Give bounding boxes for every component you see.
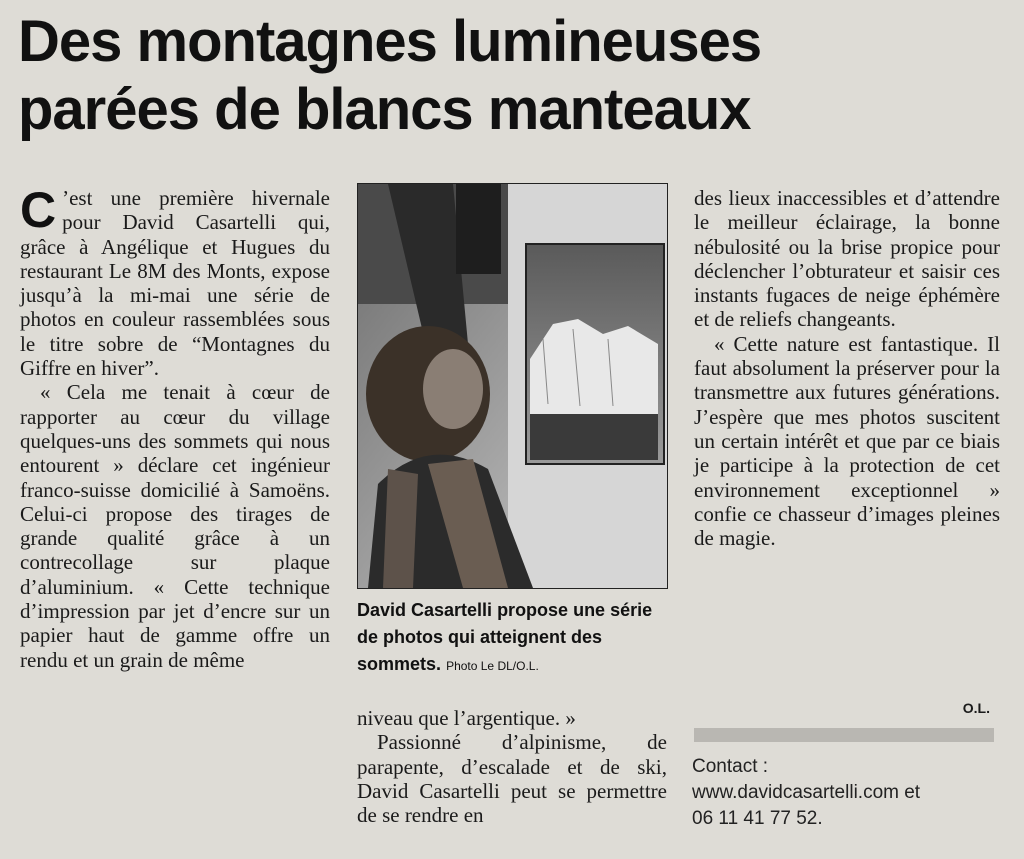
headline-line-2: parées de blancs manteaux xyxy=(18,77,751,142)
paragraph-intro xyxy=(20,182,330,381)
author-signature: O.L. xyxy=(962,700,990,716)
article-headline xyxy=(18,8,1008,144)
photo-illustration xyxy=(358,184,667,588)
article-column-2 xyxy=(357,706,667,827)
photo-caption xyxy=(357,597,667,680)
contact-phone: 06 11 41 77 52. xyxy=(692,808,823,829)
paragraph-nature-quote: « Cette nature est fantastique. Il faut absolument la préserver pour la transmettre aux futures générations. J’espère que mes photos suscitent un certain intérêt et que par ce biais je participe à la protection de cet environnement exceptionnel » confie ce chasseur d’images pleines de magie. xyxy=(694,331,1000,551)
paragraph-hobbies: Passionné d’alpinisme, de parapente, d’escalade et de ski, David Casartelli peut se permettre de se rendre en xyxy=(357,730,667,828)
paragraph-quote: « Cela me tenait à cœur de rapporter au cœur du village quelques-uns des sommets qui nous entourent » déclare cet ingénieur franco-suisse domicilié à Samoëns. Celui-ci propose des tirages de grande qualité grâce à un contrecollage sur plaque d’aluminium. « Cette technique d’impression par jet d’encre sur un papier haut de gamme offre un rendu et un grain de même xyxy=(20,380,330,672)
framed-mountain-print xyxy=(526,244,664,464)
contact-box xyxy=(692,754,1012,832)
contact-label: Contact : xyxy=(692,756,769,777)
article-column-1 xyxy=(20,182,330,672)
contact-website: www.davidcasartelli.com et xyxy=(692,782,921,803)
article-column-3 xyxy=(694,186,1000,550)
separator-bar xyxy=(694,728,994,742)
article-photo xyxy=(357,183,668,589)
paragraph-intro-text: ’est une première hivernale pour David Casartelli qui, grâce à Angélique et Hugues du restaurant Le 8M des Monts, expose jusqu’à la mi-mai une série de photos en couleur rassemblées sous le titre sobre de “Montagnes du Giffre en hiver”. xyxy=(20,186,330,381)
headline-line-1: Des montagnes lumineuses xyxy=(18,9,762,74)
paragraph-places: des lieux inaccessibles et d’attendre le meilleur éclairage, la bonne nébulosité ou la brise propice pour déclencher l’obturateur et saisir ces instants fugaces de neige éphémère et de reliefs changeants. xyxy=(694,186,1000,332)
caption-text: David Casartelli propose une série de photos qui atteignent des sommets. xyxy=(357,600,653,674)
drop-cap: C xyxy=(20,182,57,238)
photo-credit: Photo Le DL/O.L. xyxy=(446,659,539,673)
paragraph-continued: niveau que l’argentique. » xyxy=(357,706,576,730)
